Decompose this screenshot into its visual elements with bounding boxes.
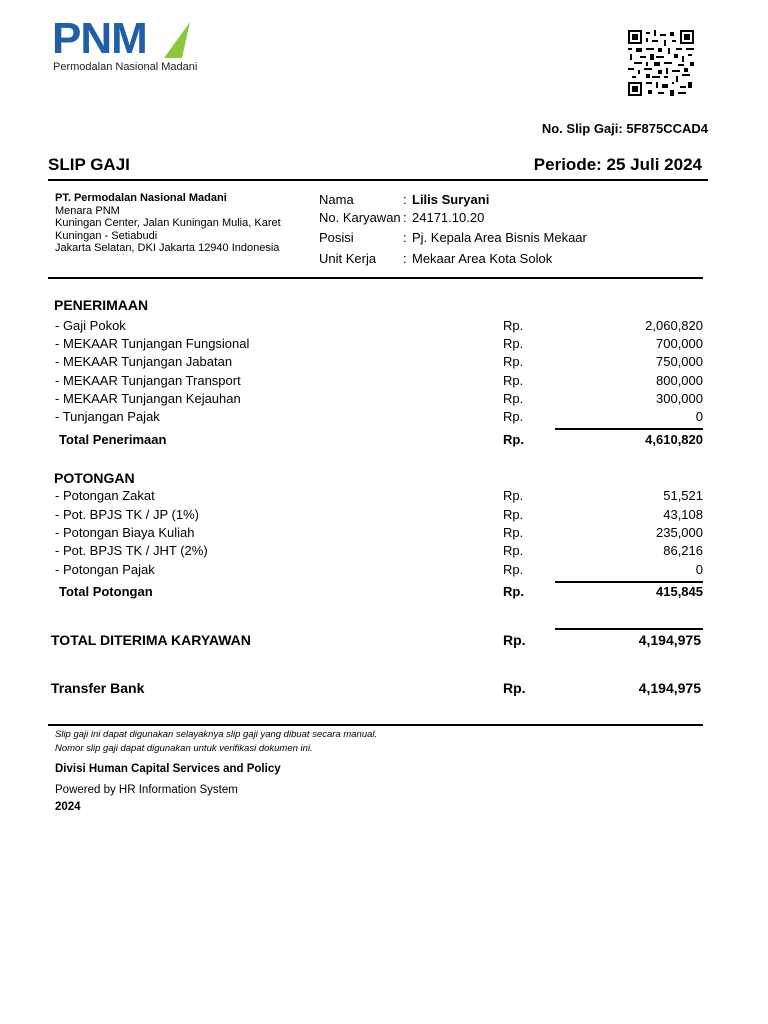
deductions-row (55, 543, 705, 561)
employee-name-label: Nama (319, 192, 354, 207)
footer-note: Slip gaji ini dapat digunakan selayaknya slip gaji yang dibuat secara manual. (55, 729, 378, 740)
currency: Rp. (503, 488, 524, 503)
subtotal-divider (555, 428, 703, 430)
footer-note: Nomor slip gaji dapat digunakan untuk verifikasi dokumen ini. (55, 743, 313, 754)
item-amount: 300,000 (656, 391, 703, 406)
currency: Rp. (503, 680, 526, 696)
earnings-row (55, 354, 705, 372)
employee-id-label: No. Karyawan (319, 210, 401, 225)
qr-code-icon (628, 30, 694, 96)
colon: : (403, 230, 407, 245)
earnings-row (55, 409, 705, 427)
currency: Rp. (503, 391, 524, 406)
company-address-line: Jakarta Selatan, DKI Jakarta 12940 Indonesia (55, 242, 280, 254)
item-label: - Potongan Biaya Kuliah (55, 525, 195, 540)
transfer-label: Transfer Bank (51, 680, 145, 696)
item-amount: 2,060,820 (645, 318, 703, 333)
item-label: - MEKAAR Tunjangan Fungsional (55, 336, 250, 351)
currency: Rp. (503, 584, 524, 599)
earnings-row (55, 373, 705, 391)
footer-divider (48, 724, 703, 726)
deductions-row (55, 488, 705, 506)
earnings-row (55, 318, 705, 336)
item-label: - MEKAAR Tunjangan Transport (55, 373, 241, 388)
deductions-row (55, 507, 705, 525)
company-address-line: Kuningan Center, Jalan Kuningan Mulia, Karet (55, 217, 281, 229)
employee-position-value: Pj. Kepala Area Bisnis Mekaar (412, 230, 587, 245)
colon: : (403, 192, 407, 207)
item-amount: 86,216 (663, 543, 703, 558)
item-label: - Pot. BPJS TK / JP (1%) (55, 507, 200, 522)
currency: Rp. (503, 336, 524, 351)
item-amount: 0 (695, 562, 703, 577)
total-label: Total Penerimaan (59, 432, 167, 447)
employee-name-value: Lilis Suryani (412, 192, 490, 207)
item-amount: 750,000 (656, 354, 703, 369)
logo-leaf-icon (160, 22, 194, 58)
earnings-row (55, 336, 705, 354)
currency: Rp. (503, 409, 524, 424)
item-label: - Pot. BPJS TK / JHT (2%) (55, 543, 208, 558)
earnings-title: PENERIMAAN (54, 297, 149, 313)
currency: Rp. (503, 543, 524, 558)
item-label: - Gaji Pokok (55, 318, 126, 333)
deductions-title: POTONGAN (54, 470, 135, 486)
employee-unit-label: Unit Kerja (319, 251, 377, 266)
logo-tagline: Permodalan Nasional Madani (53, 61, 198, 73)
currency: Rp. (503, 562, 524, 577)
total-amount: 4,610,820 (645, 432, 703, 447)
transfer-row (51, 680, 703, 700)
colon: : (403, 210, 407, 225)
item-amount: 43,108 (663, 507, 703, 522)
header-divider (48, 179, 708, 181)
net-total-row (51, 632, 703, 652)
deductions-row (55, 525, 705, 543)
item-amount: 800,000 (656, 373, 703, 388)
company-name: PT. Permodalan Nasional Madani (55, 192, 227, 204)
item-amount: 700,000 (656, 336, 703, 351)
total-amount: 415,845 (656, 584, 703, 599)
employee-position-label: Posisi (319, 230, 354, 245)
subtotal-divider (555, 581, 703, 583)
currency: Rp. (503, 525, 524, 540)
currency: Rp. (503, 432, 524, 447)
item-amount: 0 (695, 409, 703, 424)
item-label: - Potongan Pajak (55, 562, 155, 577)
item-amount: 51,521 (663, 488, 703, 503)
period-label: Periode: 25 Juli 2024 (533, 155, 702, 174)
company-address (55, 192, 305, 255)
item-label: - Potongan Zakat (55, 488, 155, 503)
logo-wordmark: PNM (52, 14, 147, 63)
item-label: - MEKAAR Tunjangan Jabatan (55, 354, 233, 369)
deductions-row (55, 562, 705, 580)
net-label: TOTAL DITERIMA KARYAWAN (51, 632, 251, 648)
powered-by: Powered by HR Information System (55, 784, 238, 796)
item-amount: 235,000 (656, 525, 703, 540)
net-amount: 4,194,975 (638, 632, 701, 648)
slip-number: No. Slip Gaji: 5F875CCAD4 (541, 121, 708, 136)
company-address-line: Kuningan - Setiabudi (55, 229, 158, 242)
employee-id-value: 24171.10.20 (412, 210, 485, 225)
currency: Rp. (503, 354, 524, 369)
currency: Rp. (503, 318, 524, 333)
currency: Rp. (503, 373, 524, 388)
employee-unit-value: Mekaar Area Kota Solok (412, 251, 553, 266)
currency: Rp. (503, 507, 524, 522)
currency: Rp. (503, 632, 526, 648)
item-label: - MEKAAR Tunjangan Kejauhan (55, 391, 241, 406)
colon: : (403, 251, 407, 266)
company-address-line: Menara PNM (55, 204, 120, 217)
footer-year: 2024 (55, 801, 81, 813)
item-label: - Tunjangan Pajak (55, 409, 160, 424)
division-name: Divisi Human Capital Services and Policy (55, 763, 281, 775)
net-divider (555, 628, 703, 630)
transfer-amount: 4,194,975 (638, 680, 701, 696)
earnings-total-row (59, 432, 705, 450)
earnings-row (55, 391, 705, 409)
total-label: Total Potongan (59, 584, 153, 599)
info-divider (48, 277, 703, 279)
page-title: SLIP GAJI (48, 155, 130, 174)
deductions-total-row (59, 584, 705, 602)
